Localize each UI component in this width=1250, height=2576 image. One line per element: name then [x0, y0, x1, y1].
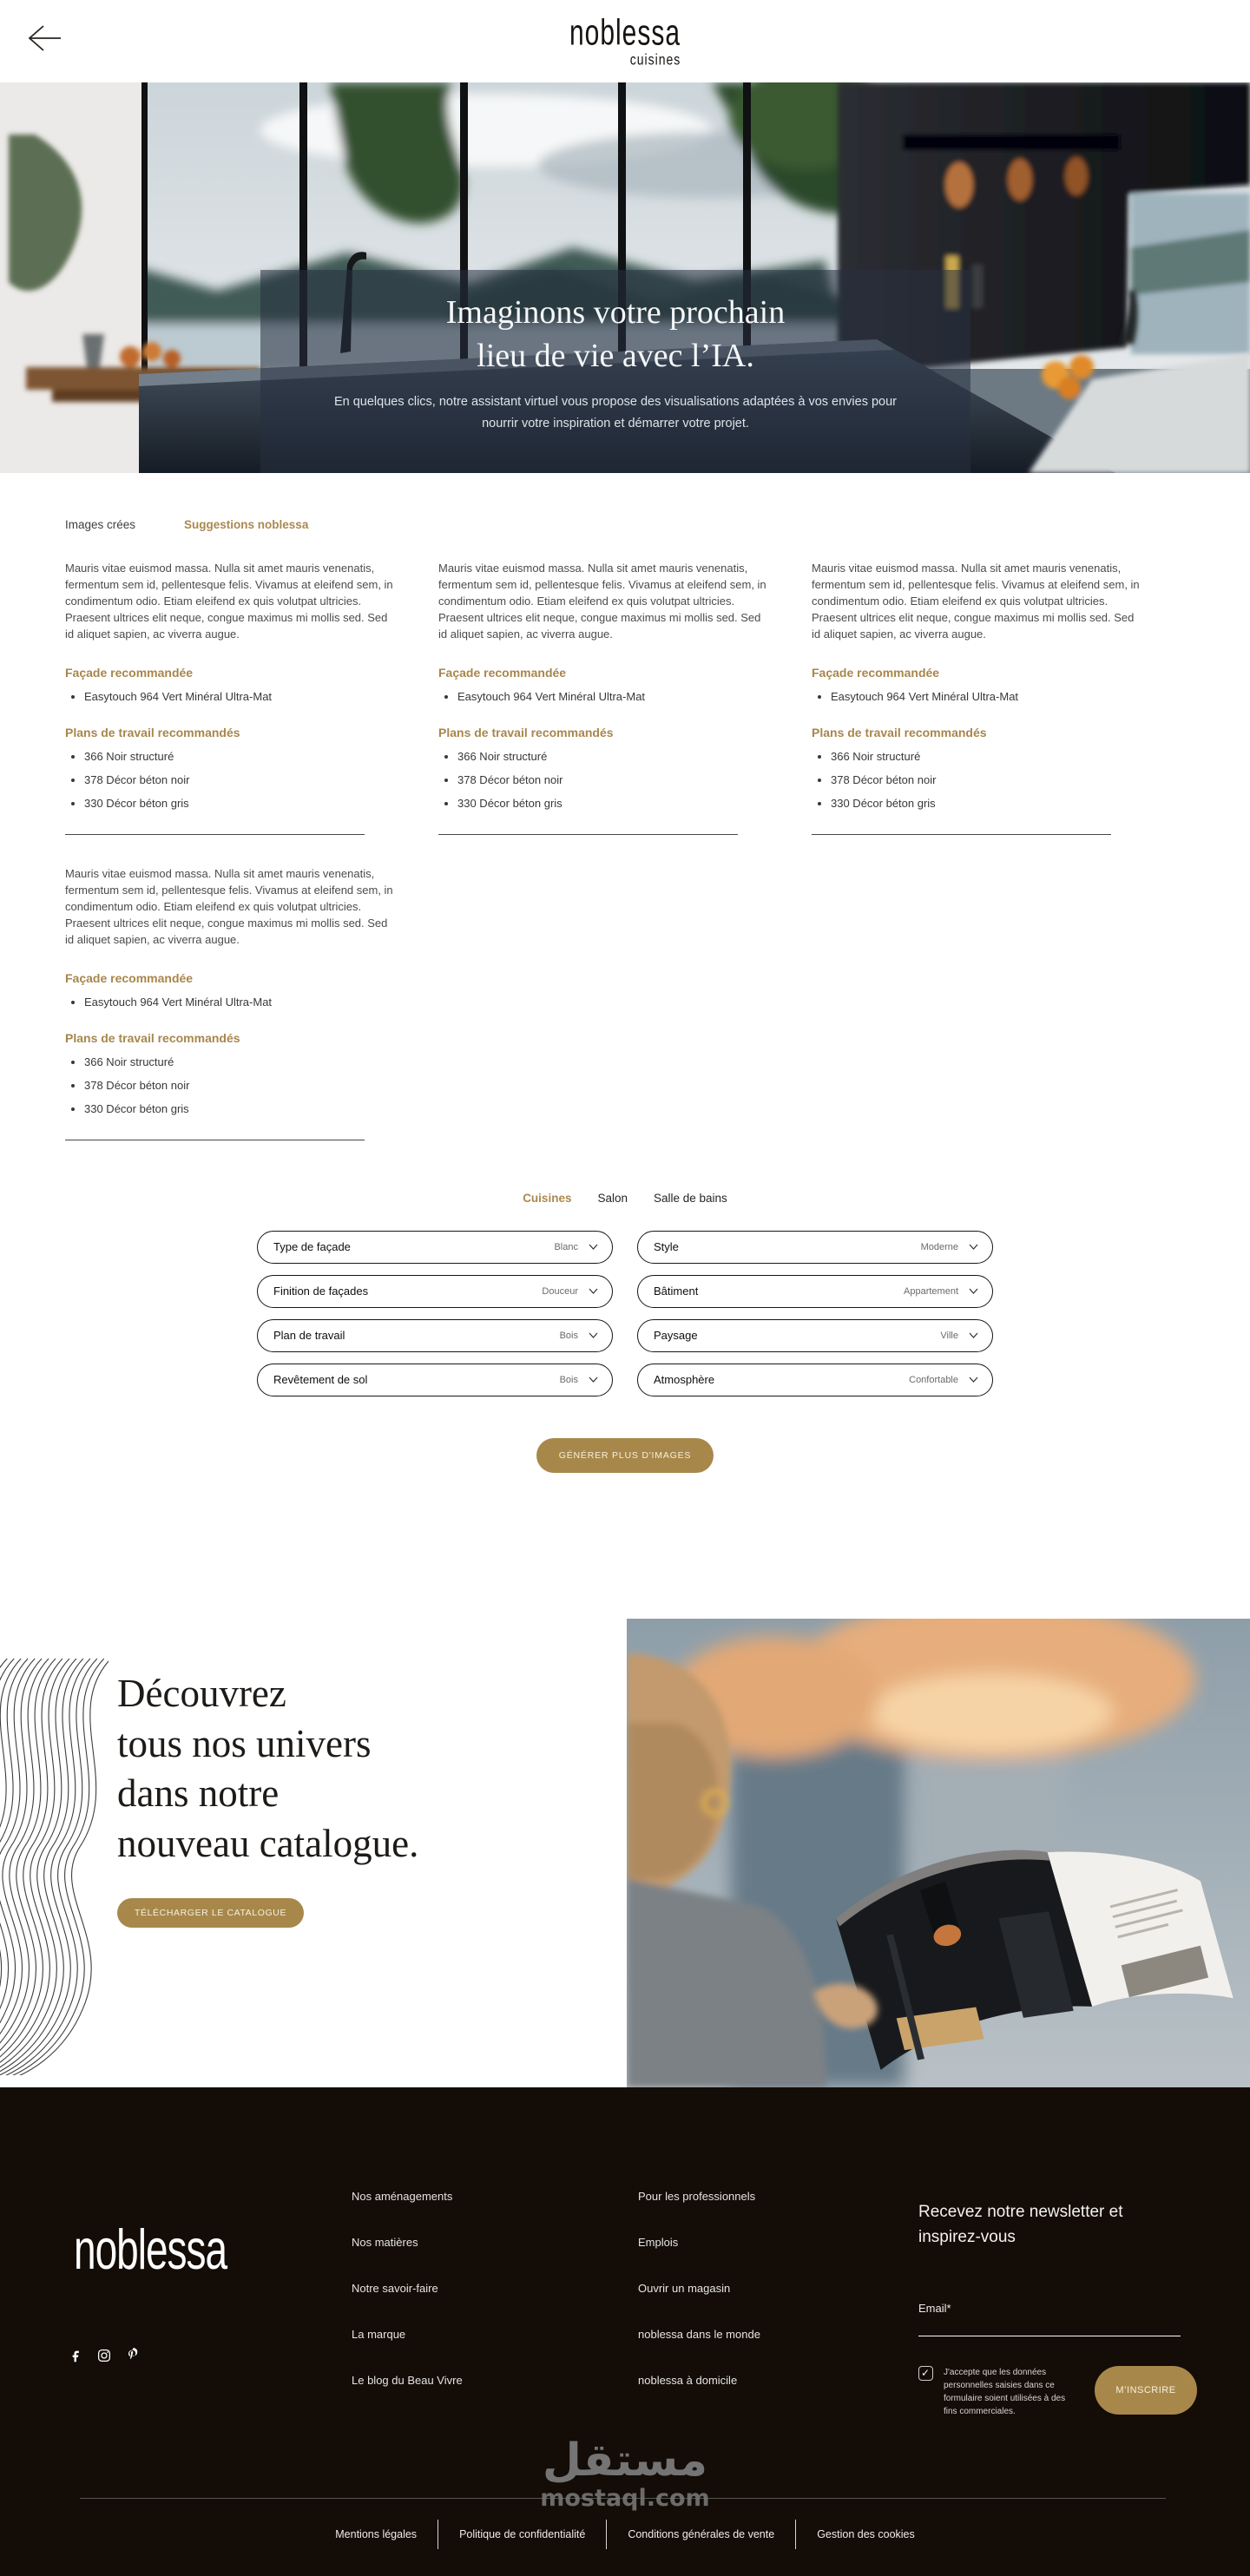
- select-label: Paysage: [654, 1329, 698, 1343]
- filter-selects: [257, 1231, 993, 1396]
- select-label: Revêtement de sol: [273, 1373, 368, 1387]
- logo-subtext: cuisines: [629, 50, 681, 68]
- suggestion-card: [438, 561, 773, 835]
- select-paysage[interactable]: [637, 1319, 993, 1352]
- tab-images-creees[interactable]: Images crées: [65, 518, 136, 531]
- footer-link-noblessa-dans-le-monde[interactable]: noblessa dans le monde: [638, 2328, 760, 2341]
- suggestion-paragraph: Mauris vitae euismod massa. Nulla sit amet mauris venenatis, fermentum sem id, pellentesque felis. Vivamus at eleifend sem, in condimentum odio. Etiam eleifend ex quis volutpat ultricies. Praesent ultrices elit neque, congue maximus mi mollis sed. Sed id aliquet sapien, ac viverra augue.: [438, 562, 766, 641]
- legal-conditions-generales[interactable]: Conditions générales de vente: [628, 2528, 775, 2540]
- suggestion-card: [65, 866, 399, 1140]
- select-label: Plan de travail: [273, 1329, 345, 1343]
- suggestion-paragraph: Mauris vitae euismod massa. Nulla sit amet mauris venenatis, fermentum sem id, pellentesque felis. Vivamus at eleifend sem, in condimentum odio. Etiam eleifend ex quis volutpat ultricies. Praesent ultrices elit neque, congue maximus mi mollis sed. Sed id aliquet sapien, ac viverra augue.: [65, 866, 393, 946]
- plan-item: • 378 Décor béton noir: [831, 773, 1146, 786]
- footer-logo: noblessa: [74, 2217, 227, 2282]
- newsletter-block: [918, 2200, 1222, 2418]
- plan-item: • 378 Décor béton noir: [457, 773, 773, 786]
- plans-heading: Plans de travail recommandés: [438, 725, 614, 739]
- catalogue-heading-line: tous nos univers: [117, 1721, 372, 1765]
- chevron-down-icon: [969, 1288, 978, 1294]
- facade-item: • Easytouch 964 Vert Minéral Ultra-Mat: [831, 690, 1146, 703]
- hero-section: [0, 82, 1250, 473]
- catalogue-section: [0, 1601, 1250, 2087]
- chevron-down-icon: [969, 1244, 978, 1250]
- select-value: Ville: [940, 1330, 958, 1341]
- catalogue-photo: [627, 1619, 1250, 2087]
- facade-list: [65, 690, 399, 703]
- plan-item: • 366 Noir structuré: [457, 750, 773, 763]
- footer-link-nos-amenagements[interactable]: Nos aménagements: [352, 2190, 453, 2203]
- legal-gestion-cookies[interactable]: Gestion des cookies: [817, 2528, 915, 2540]
- legal-links: [0, 2520, 1250, 2549]
- facade-list: [65, 996, 399, 1009]
- select-label: Type de façade: [273, 1240, 351, 1254]
- watermark: [0, 2435, 1250, 2512]
- consent-row: [918, 2366, 1222, 2418]
- legal-politique-confidentialite[interactable]: Politique de confidentialité: [459, 2528, 586, 2540]
- watermark-domain: mostaql.com: [540, 2485, 710, 2512]
- footer-divider: [80, 2498, 1166, 2499]
- hero-subtitle: En quelques clics, notre assistant virtuel vous propose des visualisations adaptées à vos envies pour nourrir votre inspiration et démarrer votre projet.: [333, 395, 898, 430]
- tab-suggestions-noblessa[interactable]: Suggestions noblessa: [184, 518, 309, 531]
- facade-heading: Façade recommandée: [812, 665, 940, 680]
- suggestion-card: [812, 561, 1146, 835]
- footer-link-la-marque[interactable]: La marque: [352, 2328, 406, 2341]
- footer-link-nos-matieres[interactable]: Nos matières: [352, 2236, 418, 2249]
- card-divider: [65, 834, 365, 835]
- facade-heading: Façade recommandée: [438, 665, 567, 680]
- consent-checkbox[interactable]: [918, 2366, 933, 2381]
- email-label: Email*: [918, 2302, 951, 2315]
- plans-heading: Plans de travail recommandés: [65, 725, 240, 739]
- footer-link-notre-savoir-faire[interactable]: Notre savoir-faire: [352, 2282, 438, 2295]
- plans-list: [65, 1055, 399, 1115]
- footer-links-column-1: [352, 2190, 463, 2420]
- legal-mentions-legales[interactable]: Mentions légales: [335, 2528, 418, 2540]
- generate-more-images-button[interactable]: GÉNÉRER PLUS D'IMAGES: [536, 1438, 714, 1473]
- footer-link-pour-les-professionnels[interactable]: Pour les professionnels: [638, 2190, 756, 2203]
- card-divider: [812, 834, 1111, 835]
- chevron-down-icon: [969, 1332, 978, 1338]
- suggestions-section: [0, 473, 1250, 1601]
- filters-section: [0, 1191, 1250, 1473]
- plan-item: • 378 Décor béton noir: [84, 773, 399, 786]
- instagram-icon[interactable]: [96, 2348, 112, 2363]
- contour-lines-decoration: [0, 1652, 109, 2075]
- select-label: Finition de façades: [273, 1285, 369, 1298]
- plan-item: • 366 Noir structuré: [84, 750, 399, 763]
- footer-link-noblessa-a-domicile[interactable]: noblessa à domicile: [638, 2374, 738, 2387]
- result-tabs: [65, 518, 1250, 531]
- facade-heading: Façade recommandée: [65, 970, 194, 985]
- select-value: Blanc: [554, 1241, 578, 1252]
- select-type-de-facade[interactable]: [257, 1231, 613, 1264]
- chevron-down-icon: [589, 1377, 598, 1383]
- footer: [0, 2087, 1250, 2576]
- hero-title: [446, 291, 785, 378]
- facebook-icon[interactable]: [68, 2348, 83, 2363]
- room-tabs: [523, 1192, 727, 1205]
- footer-link-ouvrir-un-magasin[interactable]: Ouvrir un magasin: [638, 2282, 731, 2295]
- plans-heading: Plans de travail recommandés: [812, 725, 987, 739]
- plans-list: [65, 750, 399, 810]
- catalogue-heading: [117, 1669, 418, 1869]
- plans-heading: Plans de travail recommandés: [65, 1030, 240, 1045]
- select-plan-de-travail[interactable]: [257, 1319, 613, 1352]
- watermark-arabic: مستقل: [542, 2435, 708, 2487]
- facade-heading: Façade recommandée: [65, 665, 194, 680]
- select-value: Moderne: [920, 1241, 958, 1252]
- tab-salle-de-bains[interactable]: Salle de bains: [654, 1191, 727, 1205]
- newsletter-heading: Recevez notre newsletter et inspirez-vous: [918, 2203, 1123, 2246]
- logo-text: noblessa: [569, 13, 681, 54]
- catalogue-heading-line: Découvrez: [117, 1672, 286, 1715]
- select-style[interactable]: [637, 1231, 993, 1264]
- suggestion-cards-grid: [65, 561, 1146, 1140]
- footer-links-column-2: [638, 2190, 760, 2420]
- catalogue-heading-line: nouveau catalogue.: [117, 1821, 419, 1865]
- select-label: Atmosphère: [654, 1373, 715, 1387]
- subscribe-button[interactable]: M’INSCRIRE: [1095, 2366, 1197, 2415]
- suggestion-paragraph: Mauris vitae euismod massa. Nulla sit amet mauris venenatis, fermentum sem id, pellentesque felis. Vivamus at eleifend sem, in condimentum odio. Etiam eleifend ex quis volutpat ultricies. Praesent ultrices elit neque, congue maximus mi mollis sed. Sed id aliquet sapien, ac viverra augue.: [65, 562, 393, 641]
- footer-link-le-blog[interactable]: Le blog du Beau Vivre: [352, 2374, 463, 2387]
- plans-list: [812, 750, 1146, 810]
- catalogue-text: [117, 1669, 418, 1928]
- facade-item: • Easytouch 964 Vert Minéral Ultra-Mat: [84, 996, 399, 1009]
- plan-item: • 366 Noir structuré: [84, 1055, 399, 1068]
- select-value: Bois: [559, 1374, 578, 1385]
- hero-title-line1: Imaginons votre prochain: [445, 294, 786, 331]
- pinterest-icon[interactable]: [125, 2348, 141, 2363]
- plan-item: • 330 Décor béton gris: [831, 797, 1146, 810]
- select-atmosphere[interactable]: [637, 1364, 993, 1396]
- facade-list: [812, 690, 1146, 703]
- download-catalogue-button[interactable]: TÉLÉCHARGER LE CATALOGUE: [117, 1898, 304, 1928]
- facade-item: • Easytouch 964 Vert Minéral Ultra-Mat: [84, 690, 399, 703]
- select-finition-de-facades[interactable]: [257, 1275, 613, 1308]
- select-value: Douceur: [542, 1285, 578, 1297]
- select-revetement-de-sol[interactable]: [257, 1364, 613, 1396]
- plan-item: • 366 Noir structuré: [831, 750, 1146, 763]
- catalogue-heading-line: dans notre: [117, 1771, 280, 1816]
- header: [0, 0, 1250, 82]
- footer-link-emplois[interactable]: Emplois: [638, 2236, 679, 2249]
- select-value: Bois: [559, 1330, 578, 1341]
- tab-salon[interactable]: Salon: [597, 1191, 628, 1205]
- select-value: Appartement: [904, 1285, 958, 1297]
- hero-title-line2: lieu de vie avec l’IA.: [477, 338, 754, 375]
- plan-item: • 378 Décor béton noir: [84, 1079, 399, 1092]
- brand-logo[interactable]: [0, 13, 1250, 68]
- consent-text: J'accepte que les données personnelles saisies dans ce formulaire soient utilisées à des fins commerciales.: [944, 2368, 1066, 2416]
- plans-list: [438, 750, 773, 810]
- select-batiment[interactable]: [637, 1275, 993, 1308]
- social-links: [68, 2348, 141, 2363]
- plan-item: • 330 Décor béton gris: [84, 797, 399, 810]
- select-label: Bâtiment: [654, 1285, 699, 1298]
- facade-list: [438, 690, 773, 703]
- chevron-down-icon: [589, 1332, 598, 1338]
- chevron-down-icon: [969, 1377, 978, 1383]
- plan-item: • 330 Décor béton gris: [84, 1102, 399, 1115]
- suggestion-paragraph: Mauris vitae euismod massa. Nulla sit amet mauris venenatis, fermentum sem id, pellentesque felis. Vivamus at eleifend sem, in condimentum odio. Etiam eleifend ex quis volutpat ultricies. Praesent ultrices elit neque, congue maximus mi mollis sed. Sed id aliquet sapien, ac viverra augue.: [812, 562, 1140, 641]
- select-label: Style: [654, 1240, 679, 1254]
- suggestion-card: [65, 561, 399, 835]
- tab-cuisines[interactable]: Cuisines: [523, 1191, 572, 1205]
- card-divider: [438, 834, 738, 835]
- select-value: Confortable: [909, 1374, 958, 1385]
- hero-overlay: [260, 270, 970, 473]
- chevron-down-icon: [589, 1244, 598, 1250]
- chevron-down-icon: [589, 1288, 598, 1294]
- plan-item: • 330 Décor béton gris: [457, 797, 773, 810]
- facade-item: • Easytouch 964 Vert Minéral Ultra-Mat: [457, 690, 773, 703]
